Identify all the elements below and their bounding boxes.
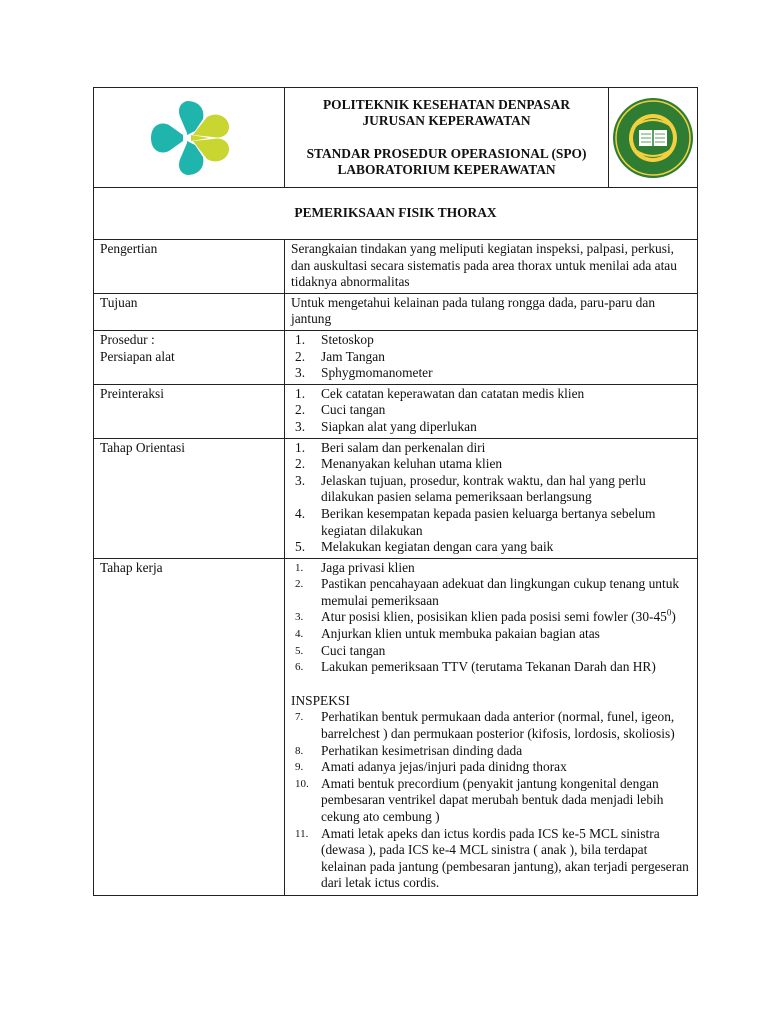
list-item: 2. Cuci tangan <box>295 402 386 418</box>
row-content: Untuk mengetahui kelainan pada tulang rongga dada, paru-paru dan jantung <box>285 293 698 330</box>
title-row <box>94 188 698 240</box>
list-item: 4. Anjurkan klien untuk membuka pakaian bagian atas <box>295 626 600 642</box>
document-type: STANDAR PROSEDUR OPERASIONAL (SPO) <box>306 145 587 161</box>
list-item: 7. Perhatikan bentuk permukaan dada anterior (normal, funel, igeon, barrelchest ) dan permukaan posterior (kifosis, lordosis, skoliosis) <box>295 709 675 742</box>
list-item: 1. Beri salam dan perkenalan diri <box>295 439 486 455</box>
row-label-line: Prosedur : <box>100 331 155 347</box>
numbered-list <box>291 560 691 676</box>
numbered-list <box>291 332 691 382</box>
numbered-list <box>291 386 691 436</box>
row-label: Preinteraksi <box>94 384 285 438</box>
list-item: 11. Amati letak apeks dan ictus kordis pada ICS ke-5 MCL sinistra (dewasa ), pada ICS ke-4 MCL sinistra ( anak ), bila terdapat kelainan pada jantung (pembesaran jantung), akan terjadi pergeseran dari letak ictus cordis. <box>295 825 689 891</box>
list-item: 1. Jaga privasi klien <box>295 559 415 575</box>
row-tahap-orientasi <box>94 438 698 558</box>
row-tujuan <box>94 293 698 330</box>
list-item: 3. Siapkan alat yang diperlukan <box>295 418 477 434</box>
row-content <box>285 438 698 558</box>
row-content <box>285 330 698 384</box>
spo-document <box>93 87 697 896</box>
poltekkes-seal-icon <box>611 96 695 180</box>
row-tahap-kerja <box>94 558 698 895</box>
list-item: 8. Perhatikan kesimetrisan dinding dada <box>295 742 523 758</box>
kemenkes-logo-icon <box>143 95 235 181</box>
spo-table <box>93 87 698 896</box>
list-item: 1. Cek catatan keperawatan dan catatan medis klien <box>295 385 585 401</box>
list-item: 1. Stetoskop <box>295 331 374 347</box>
list-item: 2. Jam Tangan <box>295 348 385 364</box>
list-item: 2. Pastikan pencahayaan adekuat dan lingkungan cukup tenang untuk memulai pemeriksaan <box>295 576 680 608</box>
numbered-list <box>291 709 691 892</box>
row-persiapan-alat <box>94 330 698 384</box>
institution-name: POLITEKNIK KESEHATAN DENPASAR <box>322 96 571 112</box>
list-item: 5. Cuci tangan <box>295 642 386 658</box>
row-label <box>94 330 285 384</box>
row-label-line: Persiapan alat <box>100 348 175 364</box>
left-logo-cell <box>94 88 285 188</box>
list-item: 10. Amati bentuk precordium (penyakit jantung kongenital dengan pembesaran ventrikel dapat merubah bentuk dada menjadi lebih cekung ato cembung ) <box>295 775 664 824</box>
row-pengertian <box>94 240 698 294</box>
row-label: Pengertian <box>94 240 285 294</box>
list-item: 3. Jelaskan tujuan, prosedur, kontrak waktu, dan hal yang perlu dilakukan pasien selama pemeriksaan berlangsung <box>295 472 646 505</box>
row-content <box>285 384 698 438</box>
laboratory-name: LABORATORIUM KEPERAWATAN <box>337 162 556 177</box>
list-item: 3. Sphygmomanometer <box>295 365 433 381</box>
row-label: Tahap Orientasi <box>94 438 285 558</box>
list-item: 5. Melakukan kegiatan dengan cara yang baik <box>295 539 554 555</box>
row-label: Tujuan <box>94 293 285 330</box>
row-content: Serangkaian tindakan yang meliputi kegiatan inspeksi, palpasi, perkusi, dan auskultasi secara sistematis pada area thorax untuk menilai ada atau tidaknya abnormalitas <box>285 240 698 294</box>
row-preinteraksi <box>94 384 698 438</box>
document-title: PEMERIKSAAN FISIK THORAX <box>94 188 698 240</box>
row-label: Tahap kerja <box>94 558 285 895</box>
header-title-cell <box>285 88 609 188</box>
list-item: 6. Lakukan pemeriksaan TTV (terutama Tekanan Darah dan HR) <box>295 659 656 675</box>
list-item: 4. Berikan kesempatan kepada pasien keluarga bertanya sebelum kegiatan dilakukan <box>295 505 656 538</box>
section-subheading: INSPEKSI <box>291 692 350 708</box>
numbered-list <box>291 440 691 556</box>
header-row <box>94 88 698 188</box>
department-name: JURUSAN KEPERAWATAN <box>362 113 531 128</box>
list-item: 3. Atur posisi klien, posisikan klien pada posisi semi fowler $(30-45^0)$ <box>295 608 676 625</box>
list-item: 2. Menanyakan keluhan utama klien <box>295 456 503 472</box>
row-content <box>285 558 698 895</box>
list-item: 9. Amati adanya jejas/injuri pada dinidng thorax <box>295 759 567 775</box>
right-logo-cell <box>609 88 698 188</box>
